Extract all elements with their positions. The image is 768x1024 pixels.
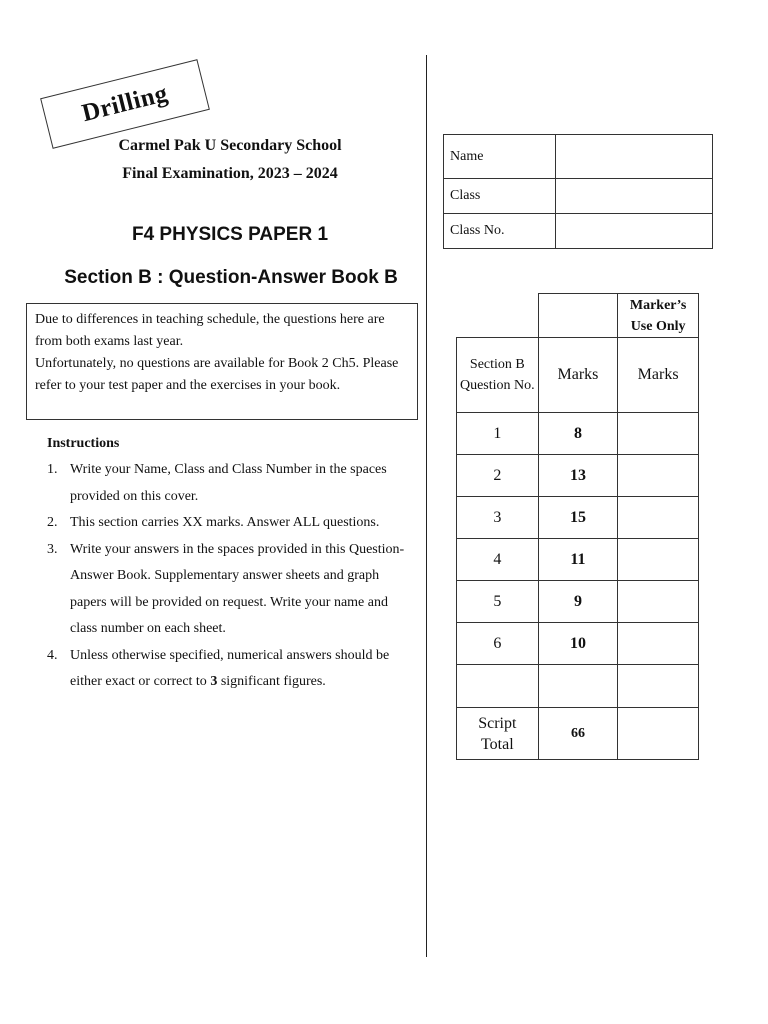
- question-marks: [538, 665, 618, 708]
- class-no-label: Class No.: [444, 214, 556, 249]
- question-number-header: Section B Question No.: [457, 338, 539, 413]
- table-row: [457, 623, 699, 665]
- instructions-title: Instructions: [47, 436, 120, 451]
- instruction-item: [47, 643, 417, 696]
- notice-line-1: Due to differences in teaching schedule, the questions here are from both exams last year.: [35, 312, 385, 349]
- marks-header: Marks: [538, 338, 618, 413]
- marks-table: [456, 293, 699, 760]
- instruction-bold-figure: 3: [210, 674, 218, 689]
- instruction-number: 3.: [47, 541, 58, 557]
- markers-use-only-header: Marker’s Use Only: [618, 294, 699, 338]
- instruction-text-end: significant figures.: [217, 674, 326, 689]
- script-total-label: [457, 708, 539, 760]
- student-info-table: [443, 134, 713, 249]
- class-no-field[interactable]: [556, 214, 713, 249]
- question-number: 2: [457, 455, 539, 497]
- name-label: Name: [444, 135, 556, 179]
- script-total-label-line-2: Total: [481, 735, 514, 753]
- question-marks: 13: [538, 455, 618, 497]
- instruction-text: This section carries XX marks. Answer ALL questions.: [70, 515, 380, 530]
- question-marks: 15: [538, 497, 618, 539]
- question-marks: 8: [538, 413, 618, 455]
- question-marks: 9: [538, 581, 618, 623]
- instruction-item: [47, 537, 417, 643]
- instruction-number: 4.: [47, 647, 58, 663]
- instruction-number: 2.: [47, 515, 58, 530]
- blank-header-cell: [538, 294, 618, 338]
- question-marks: 11: [538, 539, 618, 581]
- instruction-text: Unless otherwise specified, numerical answers should be either exact or correct to: [70, 647, 390, 689]
- class-label: Class: [444, 179, 556, 214]
- class-field[interactable]: [556, 179, 713, 214]
- question-number: 4: [457, 539, 539, 581]
- section-title: Section B : Question-Answer Book B: [64, 267, 398, 288]
- awarded-marks-cell[interactable]: [618, 413, 699, 455]
- paper-title: F4 PHYSICS PAPER 1: [131, 224, 329, 245]
- total-row: [457, 708, 699, 760]
- question-number: 5: [457, 581, 539, 623]
- awarded-marks-cell[interactable]: [618, 623, 699, 665]
- notice-line-2: Unfortunately, no questions are available for Book 2 Ch5. Please refer to your test paper and the exercises in your book.: [35, 356, 399, 393]
- awarded-marks-cell[interactable]: [618, 581, 699, 623]
- question-number: 6: [457, 623, 539, 665]
- drilling-stamp: [40, 59, 210, 149]
- table-row: [457, 413, 699, 455]
- instruction-text: Write your answers in the spaces provided in this Question-Answer Book. Supplementary answer sheets and graph papers will be provided on request. Write your name and class number on each sheet.: [70, 541, 405, 636]
- awarded-marks-cell[interactable]: [618, 455, 699, 497]
- awarded-marks-cell[interactable]: [618, 539, 699, 581]
- table-row: [457, 497, 699, 539]
- awarded-marks-cell[interactable]: [618, 665, 699, 708]
- script-total-label-line-1: Script: [478, 714, 517, 732]
- script-total-marks: 66: [538, 708, 618, 760]
- table-row: [457, 665, 699, 708]
- marker-marks-header: Marks: [618, 338, 699, 413]
- table-row: [457, 539, 699, 581]
- table-row: [457, 581, 699, 623]
- notice-box: [26, 303, 418, 420]
- instruction-item: [47, 510, 417, 537]
- blank-corner-cell: [457, 294, 539, 338]
- question-marks: 10: [538, 623, 618, 665]
- instruction-number: 1.: [47, 462, 58, 477]
- vertical-divider: [426, 55, 427, 957]
- script-total-awarded-cell[interactable]: [618, 708, 699, 760]
- exam-title: Final Examination, 2023 – 2024: [122, 165, 338, 182]
- question-number: 3: [457, 497, 539, 539]
- instruction-item: [47, 457, 417, 510]
- instructions-list: [47, 457, 417, 696]
- awarded-marks-cell[interactable]: [618, 497, 699, 539]
- table-row: [457, 455, 699, 497]
- question-number: [457, 665, 539, 708]
- name-field[interactable]: [556, 135, 713, 179]
- question-number: 1: [457, 413, 539, 455]
- instruction-text: Write your Name, Class and Class Number in the spaces provided on this cover.: [70, 462, 387, 504]
- stamp-text: Drilling: [79, 79, 171, 128]
- school-name: Carmel Pak U Secondary School: [118, 137, 342, 154]
